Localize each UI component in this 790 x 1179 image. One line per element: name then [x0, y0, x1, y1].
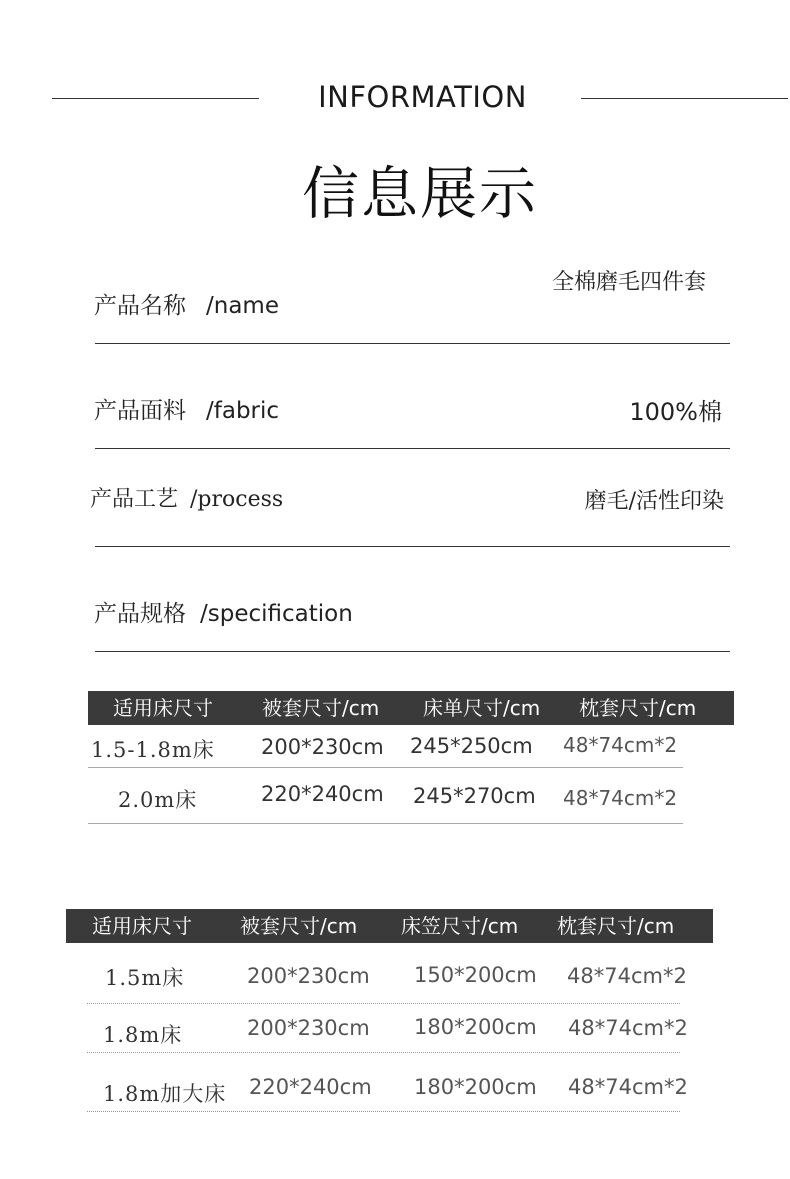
info-label-name: [94, 287, 279, 320]
table2-cell-pillow: 48*74cm*2: [567, 964, 687, 988]
table1-cell-duvet: 220*240cm: [261, 782, 384, 806]
table1-cell-bed: 1.5-1.8m床: [91, 738, 215, 762]
table1-cell-sheet: 245*250cm: [410, 734, 533, 758]
table1-cell-bed: 2.0m床: [118, 788, 198, 812]
table2-cell-duvet: 200*230cm: [247, 964, 370, 988]
info-label-specification: [94, 595, 353, 628]
table1-header-sheet-size: 床单尺寸/cm: [423, 696, 541, 720]
table2-cell-duvet: 220*240cm: [249, 1075, 372, 1099]
info-label-en: /process: [190, 487, 284, 512]
table2-header-fitted-sheet-size: 床笠尺寸/cm: [401, 914, 519, 938]
table1-row-rule: [88, 767, 683, 768]
info-rule-name: [95, 343, 730, 344]
info-label-en: /name: [206, 293, 279, 319]
info-label-en: /specification: [200, 601, 353, 627]
table1-header-duvet-size: 被套尺寸/cm: [262, 696, 380, 720]
info-label-en: /fabric: [206, 398, 280, 424]
table2-header-duvet-size: 被套尺寸/cm: [240, 914, 358, 938]
table2-header-bed-size: 适用床尺寸: [92, 914, 192, 938]
info-value-name: 全棉磨毛四件套: [551, 270, 706, 295]
table2-cell-pillow: 48*74cm*2: [568, 1075, 688, 1099]
information-heading: INFORMATION: [318, 80, 527, 114]
table1-row-rule: [88, 823, 683, 824]
table2-row-rule: [87, 1003, 680, 1004]
table1-cell-duvet: 200*230cm: [261, 735, 384, 759]
table1-cell-pillow: 48*74cm*2: [563, 733, 678, 757]
table1-cell-pillow: 48*74cm*2: [563, 786, 678, 810]
table1-header-pillow-size: 枕套尺寸/cm: [579, 696, 697, 720]
info-label-cn: 产品面料: [94, 398, 186, 424]
table2-cell-bed: 1.8m加大床: [103, 1082, 227, 1106]
info-rule-fabric: [95, 448, 730, 449]
table1-header-bed-size: 适用床尺寸: [113, 696, 213, 720]
info-label-cn: 产品工艺: [90, 487, 179, 512]
table2-cell-bed: 1.5m床: [105, 966, 185, 990]
info-label-cn: 产品规格: [94, 601, 186, 627]
info-rule-process: [95, 546, 730, 547]
info-label-cn: 产品名称: [94, 293, 186, 319]
table1-header: [88, 691, 734, 725]
info-rule-specification: [95, 651, 730, 652]
table2-row-rule: [87, 1052, 680, 1053]
info-value-process: 磨毛/活性印染: [584, 489, 724, 514]
table2-cell-bed: 1.8m床: [103, 1023, 183, 1047]
table2-cell-duvet: 200*230cm: [247, 1016, 370, 1040]
table2-header: [66, 909, 713, 943]
info-label-process: [90, 482, 283, 513]
info-value-fabric: 100%棉: [629, 398, 722, 426]
table2-header-pillow-size: 枕套尺寸/cm: [557, 914, 675, 938]
table2-cell-fitted-sheet: 180*200cm: [414, 1075, 537, 1099]
table1-cell-sheet: 245*270cm: [413, 784, 536, 808]
table2-cell-fitted-sheet: 150*200cm: [414, 963, 537, 987]
table2-row-rule: [87, 1111, 680, 1112]
info-label-fabric: [94, 392, 279, 425]
table2-cell-fitted-sheet: 180*200cm: [414, 1015, 537, 1039]
info-display-title: 信息展示: [302, 161, 538, 227]
table2-cell-pillow: 48*74cm*2: [568, 1016, 688, 1040]
